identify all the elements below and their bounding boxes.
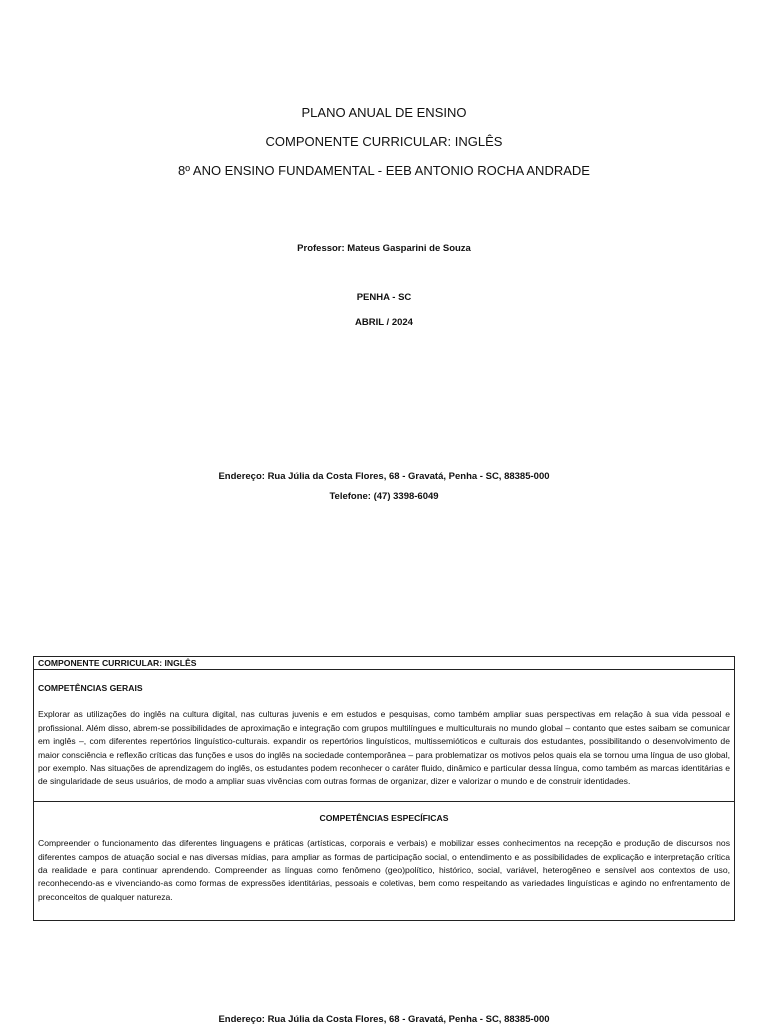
specific-competencies-text: Compreender o funcionamento das diferentes linguagens e práticas (artísticas, corporais e verbais) e mobilizar esses conhecimentos na recepção e produção de discursos nos diferentes campos de atuação social e nas diversas mídias, para ampliar as formas de participação social, o entendimento e as possibilidades de explicação e interpretação crítica da realidade e para continuar aprendendo. Compreender as línguas como fenômeno (geo)político, histórico, social, variável, heterogêneo e sensível aos contextos de uso, reconhecendo-as e vivenciando-as como formas de expressões identitárias, pessoais e coletivas, bem como respeitando as variedades linguísticas e agindo no enfrentamento de preconceitos de qualquer natureza. (38, 838, 730, 902)
grade-school-title: 8º ANO ENSINO FUNDAMENTAL - EEB ANTONIO ROCHA ANDRADE (178, 163, 590, 178)
table-header: COMPONENTE CURRICULAR: INGLÊS (34, 657, 734, 670)
date: ABRIL / 2024 (355, 317, 413, 328)
footer-address: Endereço: Rua Júlia da Costa Flores, 68 - Gravatá, Penha - SC, 88385-000 (218, 1014, 550, 1025)
general-competencies-text: Explorar as utilizações do inglês na cultura digital, nas culturas juvenis e em estudos e pesquisas, como também ampliar suas perspectivas em relação à sua vida pessoal e profissional. Além disso, abrem-se possibilidades de aproximação e integração com grupos multilíngues e multiculturais no mundo global – contanto que estes saibam se comunicar em inglês –, com diferentes repertórios linguístico-culturais. expandir os repertórios linguísticos, multissemióticos e culturais dos estudantes, possibilitando o desenvolvimento de maior consciência e reflexão críticas das funções e usos do inglês na sociedade contemporânea – para problematizar os motivos pelos quais ela se tornou uma língua de uso global, por exemplo. Nas situações de aprendizagem do inglês, os estudantes podem reconhecer o caráter fluido, dinâmico e particular dessa língua, como também as marcas identitárias e de singularidade de seus usuários, de modo a ampliar suas vivências com outras formas de organizar, dizer e valorizar o mundo e de construir identidades. (38, 709, 730, 787)
general-competencies-section (34, 670, 734, 802)
document-title: PLANO ANUAL DE ENSINO (301, 105, 467, 120)
school-phone: Telefone: (47) 3398-6049 (329, 491, 439, 502)
specific-competencies-section (34, 802, 734, 920)
school-address: Endereço: Rua Júlia da Costa Flores, 68 - Gravatá, Penha - SC, 88385-000 (218, 471, 550, 482)
teacher-name: Professor: Mateus Gasparini de Souza (297, 243, 471, 254)
competencies-table (33, 656, 735, 921)
subject-title: COMPONENTE CURRICULAR: INGLÊS (265, 134, 503, 149)
specific-competencies-title: COMPETÊNCIAS ESPECÍFICAS (319, 812, 449, 823)
general-competencies-title: COMPETÊNCIAS GERAIS (38, 683, 143, 693)
city: PENHA - SC (356, 292, 412, 303)
